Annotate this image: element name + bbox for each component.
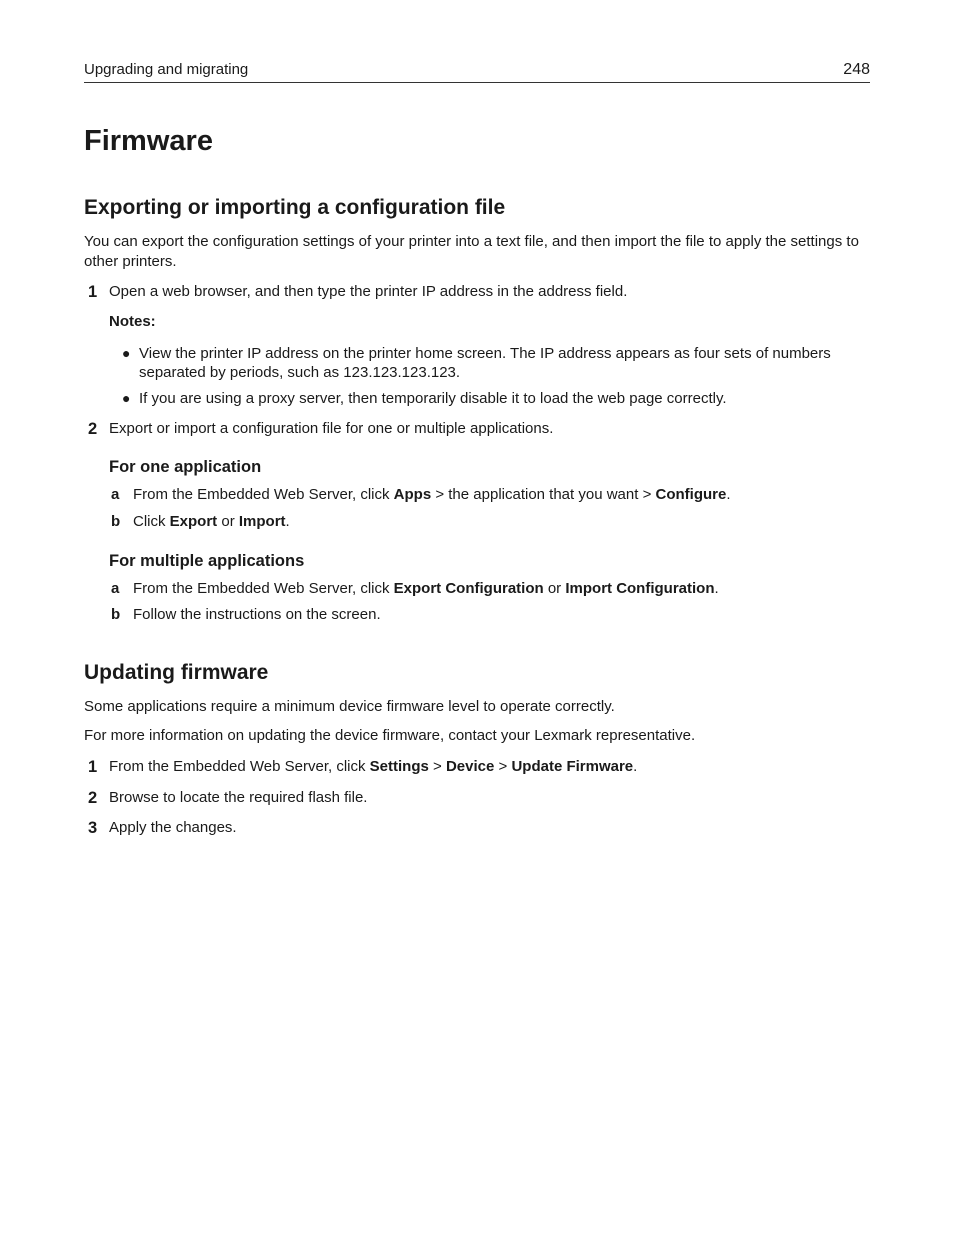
ui-label-update-firmware: Update Firmware xyxy=(511,758,634,775)
header-section-title: Upgrading and migrating xyxy=(84,61,249,78)
step-text: Browse to locate the required flash file. xyxy=(109,789,368,806)
step-text: Export or import a configuration file for one or multiple applications. xyxy=(109,420,554,437)
substep-text: Click Export or Import. xyxy=(133,513,290,530)
subheading-multiple-applications: For multiple applications xyxy=(109,552,305,570)
step-number: 1 xyxy=(88,283,98,301)
export-intro: You can export the configuration settings of your printer into a text file, and then import the file to apply the settings to other printers. xyxy=(84,233,859,270)
step-text: Apply the changes. xyxy=(109,819,237,836)
update-para-1: Some applications require a minimum device firmware level to operate correctly. xyxy=(84,698,615,715)
section-heading-update: Updating firmware xyxy=(84,661,269,684)
ui-label-settings: Settings xyxy=(369,758,429,775)
ui-label-import-configuration: Import Configuration xyxy=(565,580,715,597)
substep-letter: b xyxy=(111,606,121,623)
substep-text: From the Embedded Web Server, click Export Configuration or Import Configuration. xyxy=(133,580,719,597)
step-number: 1 xyxy=(88,758,98,776)
step-text: Open a web browser, and then type the printer IP address in the address field. xyxy=(109,283,628,300)
page-number: 248 xyxy=(843,61,870,78)
step-number: 2 xyxy=(88,420,98,438)
note-text: If you are using a proxy server, then temporarily disable it to load the web page correctly. xyxy=(139,390,727,407)
bullet-icon: ● xyxy=(122,345,131,361)
ui-label-apps: Apps xyxy=(393,486,432,503)
ui-label-import: Import xyxy=(238,513,286,530)
ui-label-configure: Configure xyxy=(655,486,727,503)
substep-letter: a xyxy=(111,580,120,597)
substep-letter: a xyxy=(111,486,120,503)
step-number: 3 xyxy=(88,819,98,837)
section-heading-export: Exporting or importing a configuration file xyxy=(84,196,506,219)
note-text: View the printer IP address on the printer home screen. The IP address appears as four sets of numbers separated by periods, such as 123.123.123.123. xyxy=(139,345,831,381)
ui-label-device: Device xyxy=(445,758,495,775)
notes-label: Notes: xyxy=(109,313,156,330)
substep-letter: b xyxy=(111,513,121,530)
subheading-one-application: For one application xyxy=(109,458,262,476)
ui-label-export: Export xyxy=(169,513,218,530)
substep-text: From the Embedded Web Server, click Apps > the application that you want > Configure. xyxy=(133,486,731,503)
ui-label-export-configuration: Export Configuration xyxy=(393,580,544,597)
step-text: From the Embedded Web Server, click Settings > Device > Update Firmware. xyxy=(109,758,638,775)
substep-text: Follow the instructions on the screen. xyxy=(133,606,381,623)
update-para-2: For more information on updating the device firmware, contact your Lexmark representative. xyxy=(84,727,696,744)
step-number: 2 xyxy=(88,789,98,807)
page-title: Firmware xyxy=(84,125,213,157)
bullet-icon: ● xyxy=(122,390,131,406)
running-header xyxy=(84,61,870,83)
